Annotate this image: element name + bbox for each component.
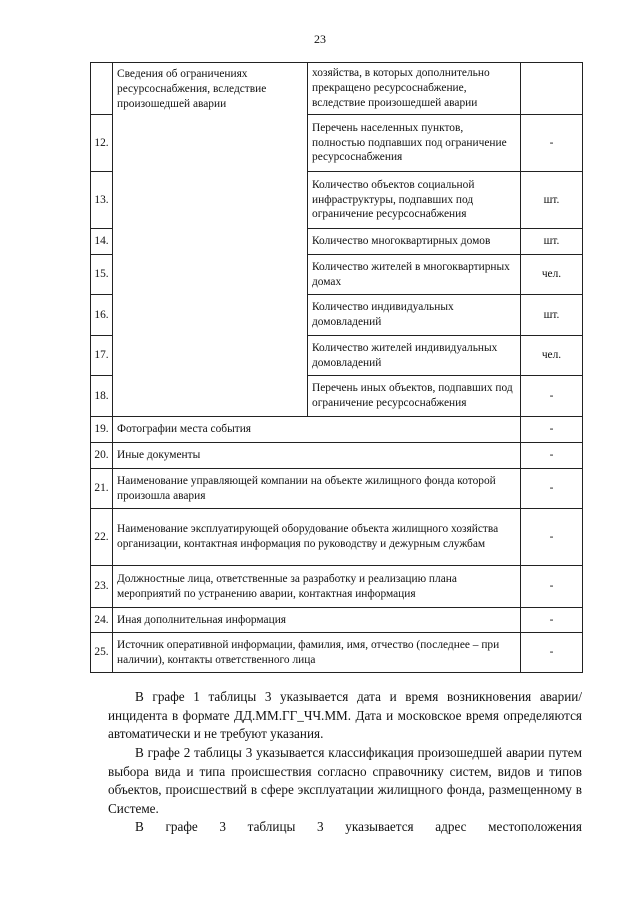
row-number: 17. — [91, 336, 113, 376]
row-value: - — [521, 417, 583, 443]
table-row — [91, 608, 583, 633]
row-value: - — [521, 633, 583, 673]
row-value: - — [521, 115, 583, 172]
row-text: Количество многоквартирных домов — [308, 229, 521, 255]
row-text: Количество индивидуальных домовладений — [308, 295, 521, 336]
row-value: - — [521, 443, 583, 469]
row-number: 15. — [91, 255, 113, 295]
row-text: Количество жителей индивидуальных домовладений — [308, 336, 521, 376]
row-number: 14. — [91, 229, 113, 255]
group-label: Сведения об ограничениях ресурсоснабжения, вследствие произошедшей аварии — [113, 63, 308, 417]
row-text: Источник оперативной информации, фамилия, имя, отчество (последнее – при наличии), контакты ответственного лица — [113, 633, 521, 673]
row-value: - — [521, 469, 583, 509]
row-number: 12. — [91, 115, 113, 172]
row-value: шт. — [521, 295, 583, 336]
row-number: 22. — [91, 509, 113, 566]
row-number — [91, 63, 113, 115]
page-number: 23 — [314, 32, 326, 46]
row-text: хозяйства, в которых дополнительно прекращено ресурсоснабжение, вследствие произошедшей аварии — [308, 63, 521, 115]
row-text: Должностные лица, ответственные за разработку и реализацию плана мероприятий по устранению аварии, контактная информация — [113, 566, 521, 608]
row-number: 19. — [91, 417, 113, 443]
row-number: 21. — [91, 469, 113, 509]
paragraph-graph-1: В графе 1 таблицы 3 указывается дата и время возникновения аварии/инцидента в формате ДД.ММ.ГГ_ЧЧ.ММ. Дата и московское время определяются автоматически и не требуют указания. — [108, 689, 582, 741]
row-text: Иные документы — [113, 443, 521, 469]
row-text: Количество жителей в многоквартирных домах — [308, 255, 521, 295]
row-text: Наименование управляющей компании на объекте жилищного фонда которой произошла авария — [113, 469, 521, 509]
row-value: чел. — [521, 255, 583, 295]
info-table — [90, 62, 583, 673]
row-text: Перечень населенных пунктов, полностью подпавших под ограничение ресурсоснабжения — [308, 115, 521, 172]
table-row — [91, 566, 583, 608]
row-value: чел. — [521, 336, 583, 376]
row-number: 24. — [91, 608, 113, 633]
row-value: - — [521, 509, 583, 566]
table-row — [91, 417, 583, 443]
row-text: Иная дополнительная информация — [113, 608, 521, 633]
row-value: - — [521, 376, 583, 417]
row-value: шт. — [521, 229, 583, 255]
row-number: 20. — [91, 443, 113, 469]
row-number: 18. — [91, 376, 113, 417]
table-row — [91, 469, 583, 509]
table-row — [91, 509, 583, 566]
row-text: Фотографии места события — [113, 417, 521, 443]
row-value — [521, 63, 583, 115]
paragraph-graph-2: В графе 2 таблицы 3 указывается классификация произошедшей аварии путем выбора вида и типа происшествия согласно справочнику систем, видов и типов объектов, происшествий в сфере эксплуатации жилищного фонда, размещенному в Системе. — [108, 745, 582, 816]
row-value: - — [521, 608, 583, 633]
table-row — [91, 63, 583, 115]
row-text: Наименование эксплуатирующей оборудование объекта жилищного хозяйства организации, контактная информация по руководству и дежурным службам — [113, 509, 521, 566]
paragraph-graph-3: В графе 3 таблицы 3 указывается адрес местоположения — [135, 819, 582, 834]
row-value: - — [521, 566, 583, 608]
row-number: 16. — [91, 295, 113, 336]
row-value: шт. — [521, 172, 583, 229]
table-row — [91, 443, 583, 469]
table-row — [91, 633, 583, 673]
row-text: Перечень иных объектов, подпавших под ограничение ресурсоснабжения — [308, 376, 521, 417]
row-text: Количество объектов социальной инфраструктуры, подпавших под ограничение ресурсоснабжения — [308, 172, 521, 229]
row-number: 13. — [91, 172, 113, 229]
row-number: 23. — [91, 566, 113, 608]
row-number: 25. — [91, 633, 113, 673]
